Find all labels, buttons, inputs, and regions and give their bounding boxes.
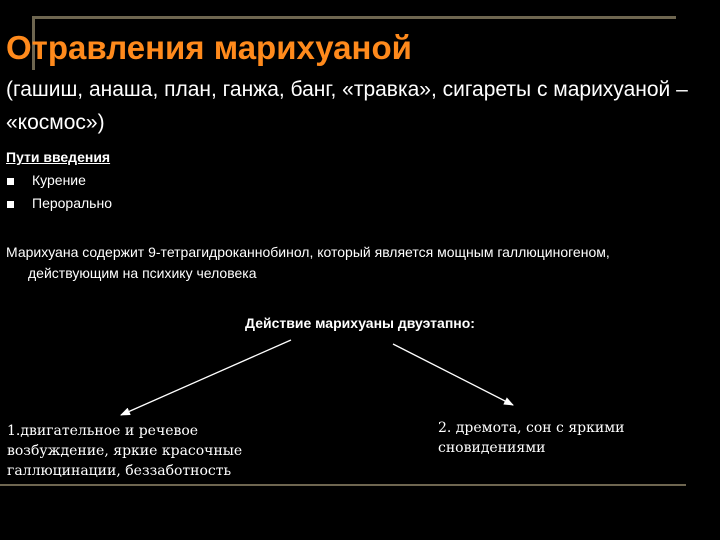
effect-heading: Действие марихуаны двуэтапно: (245, 315, 475, 331)
route-label-smoking: Курение (32, 172, 86, 188)
arrow-right (393, 344, 513, 405)
slide-title: Отравления марихуаной (6, 29, 412, 66)
frame-line-bottom (0, 484, 686, 486)
stage-two-text: 2. дремота, сон с яркими сновидениями (438, 420, 625, 456)
routes-heading: Пути введения (6, 149, 111, 165)
slide-subtitle: (гашиш, анаша, план, ганжа, банг, «травка», сигареты с марихуаной – «космос») (6, 78, 688, 134)
arrow-left (121, 340, 291, 415)
description-paragraph: Марихуана содержит 9-тетрагидроканнобинол, который является мощным галлюциногеном, действующим на психику человека (6, 244, 610, 281)
route-label-oral: Перорально (32, 195, 112, 211)
stage-one-text: 1.двигательное и речевое возбуждение, яркие красочные галлюцинации, беззаботность (7, 423, 243, 479)
